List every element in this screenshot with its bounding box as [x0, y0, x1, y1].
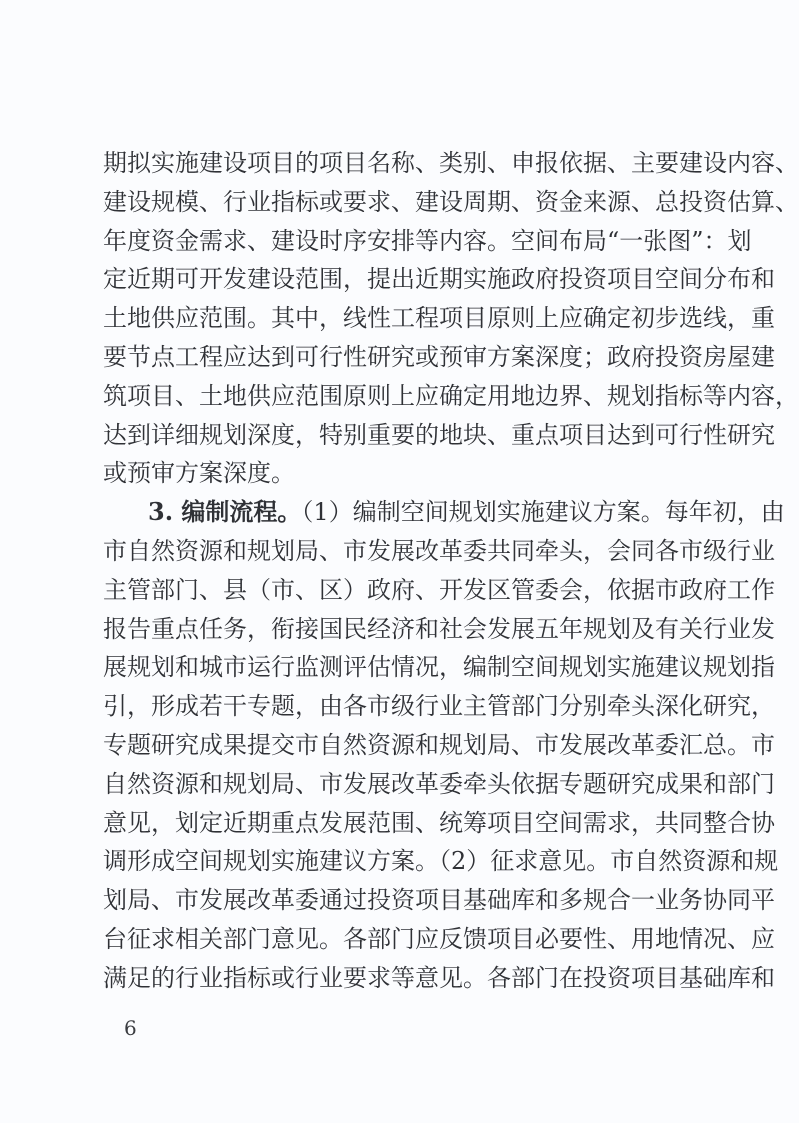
- text-line: 土地供应范围。其中，线性工程项目原则上应确定初步选线，重: [103, 304, 775, 333]
- text-line: 达到详细规划深度，特别重要的地块、重点项目达到可行性研究: [103, 420, 775, 449]
- text-line: 台征求相关部门意见。各部门应反馈项目必要性、用地情况、应: [103, 924, 775, 953]
- text-line: 划局、市发展改革委通过投资项目基础库和多规合一业务协同平: [103, 886, 775, 915]
- text-line: 满足的行业指标或行业要求等意见。各部门在投资项目基础库和: [103, 963, 775, 992]
- text-line: 报告重点任务，衔接国民经济和社会发展五年规划及有关行业发: [103, 614, 775, 643]
- page-number: 6: [124, 1016, 137, 1040]
- section-first-line-text: （1）编制空间规划实施建议方案。每年初，由: [301, 498, 785, 527]
- text-line: 要节点工程应达到可行性研究或预审方案深度；政府投资房屋建: [103, 342, 775, 371]
- text-line: 专题研究成果提交市自然资源和规划局、市发展改革委汇总。市: [103, 730, 775, 759]
- text-line: 定近期可开发建设范围，提出近期实施政府投资项目空间分布和: [103, 265, 775, 294]
- text-line: 市自然资源和规划局、市发展改革委共同牵头，会同各市级行业: [103, 536, 775, 565]
- text-line: 调形成空间规划实施建议方案。（2）征求意见。市自然资源和规: [103, 847, 779, 876]
- text-line: 期拟实施建设项目的项目名称、类别、申报依据、主要建设内容、: [103, 149, 799, 177]
- text-line: 筑项目、土地供应范围原则上应确定用地边界、规划指标等内容，: [103, 381, 799, 410]
- section-heading: 3. 编制流程。: [148, 497, 302, 527]
- section-first-line: [103, 496, 785, 535]
- text-line: 主管部门、县（市、区）政府、开发区管委会，依据市政府工作: [103, 575, 775, 604]
- text-line: 引，形成若干专题，由各市级行业主管部门分别牵头深化研究，: [103, 692, 775, 721]
- text-line: 年度资金需求、建设时序安排等内容。空间布局“一张图”：划: [103, 226, 752, 255]
- text-line: 自然资源和规划局、市发展改革委牵头依据专题研究成果和部门: [103, 769, 775, 798]
- text-line: 展规划和城市运行监测评估情况，编制空间规划实施建议规划指: [103, 653, 775, 682]
- body-text: [103, 147, 799, 1001]
- text-line: 建设规模、行业指标或要求、建设周期、资金来源、总投资估算、: [103, 187, 799, 216]
- text-line: 或预审方案深度。: [103, 459, 295, 488]
- text-line: 意见，划定近期重点发展范围、统筹项目空间需求，共同整合协: [103, 808, 775, 837]
